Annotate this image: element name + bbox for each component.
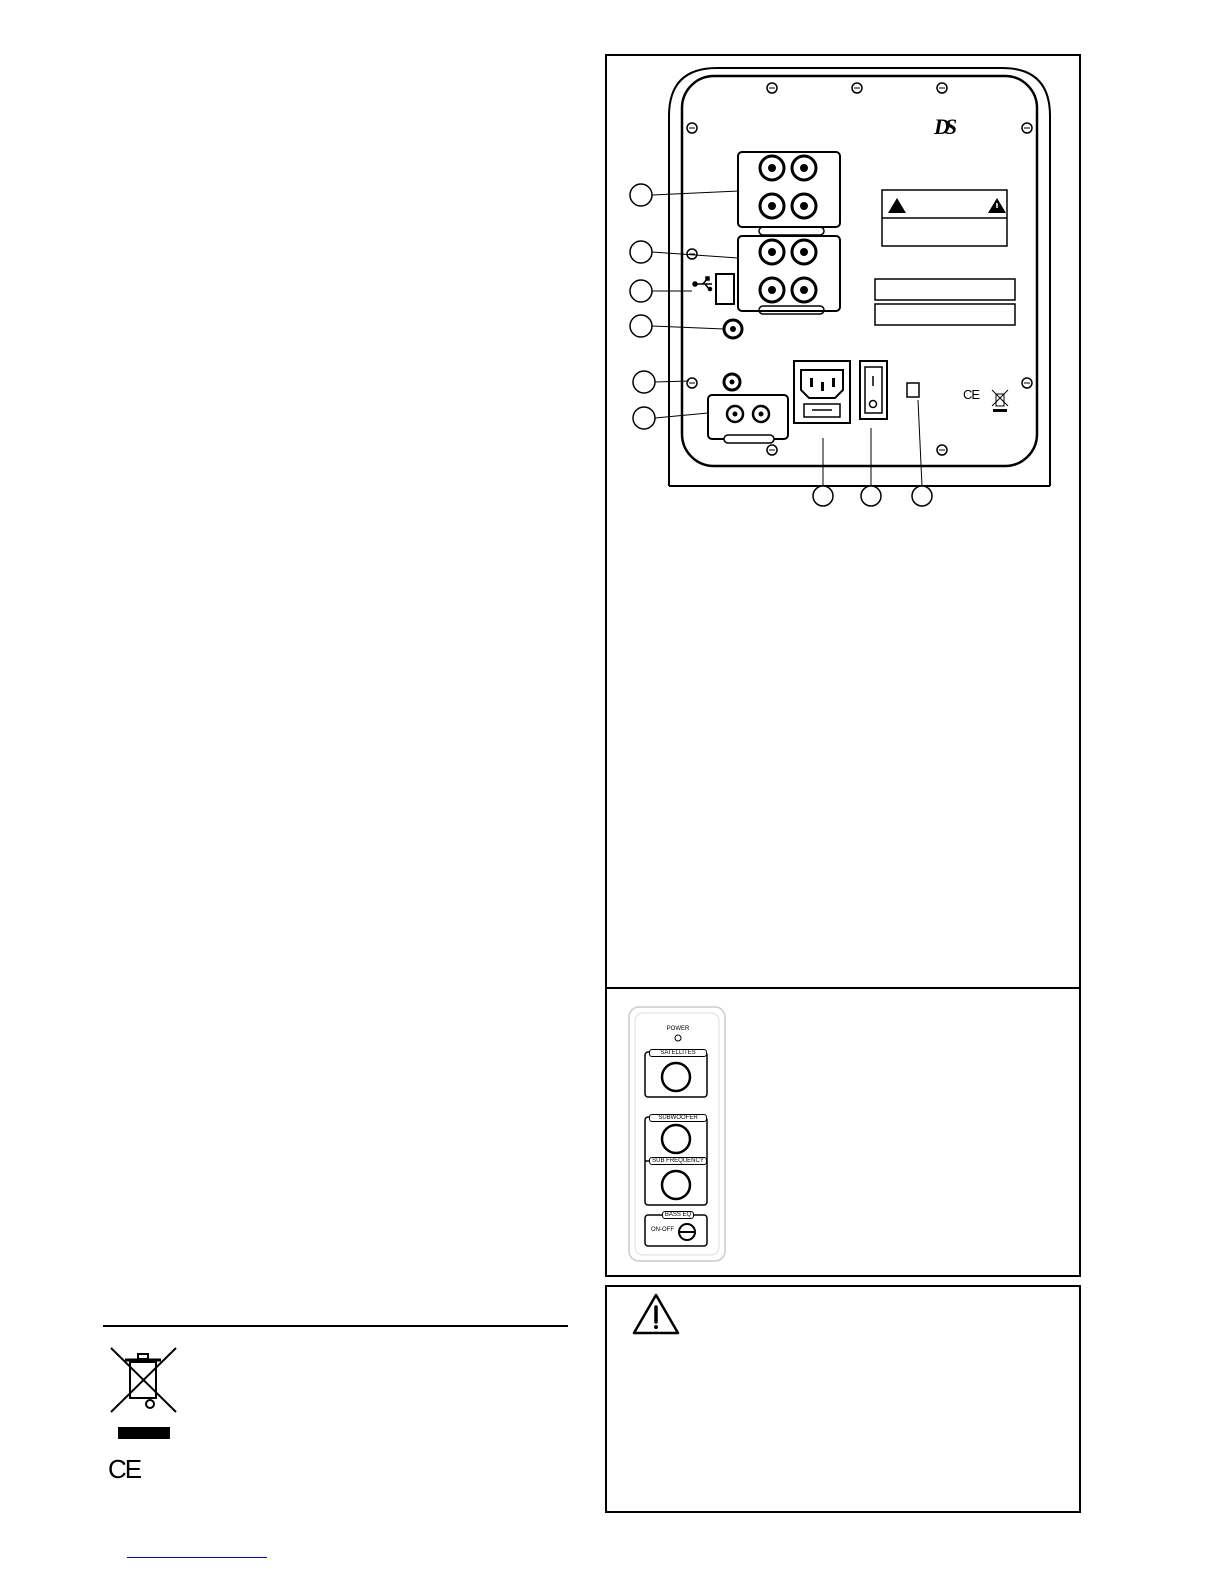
satellites-knob-label: SATELLITES [649,1049,707,1057]
subwoofer-knob[interactable] [662,1125,692,1155]
satellites-knob[interactable] [662,1063,692,1093]
rear-panel-diagram [607,56,1079,526]
bass-eq-switch[interactable] [679,1225,697,1243]
link-underline[interactable] [127,1557,267,1558]
bass-eq-switch-label: ON-OFF [651,1227,674,1233]
control-panel-frame [605,987,1081,1277]
power-indicator-label: POWER [666,1026,690,1032]
weee-bin-icon [108,1342,180,1442]
section-divider [103,1325,568,1327]
ce-mark-small: CE [963,387,980,402]
ce-mark: CE [108,1454,141,1484]
bass-eq-label: BASS EQ [662,1211,694,1219]
warning-frame [605,1285,1081,1513]
usb-icon [693,277,712,291]
brand-logo: DS [934,114,953,139]
sub-frequency-knob-label: SUB FREQUENCY [649,1157,707,1165]
sub-frequency-knob[interactable] [662,1171,692,1201]
subwoofer-knob-label: SUBWOOFER [649,1114,707,1122]
warning-triangle-icon [631,1292,681,1336]
rear-panel-frame [605,54,1081,989]
